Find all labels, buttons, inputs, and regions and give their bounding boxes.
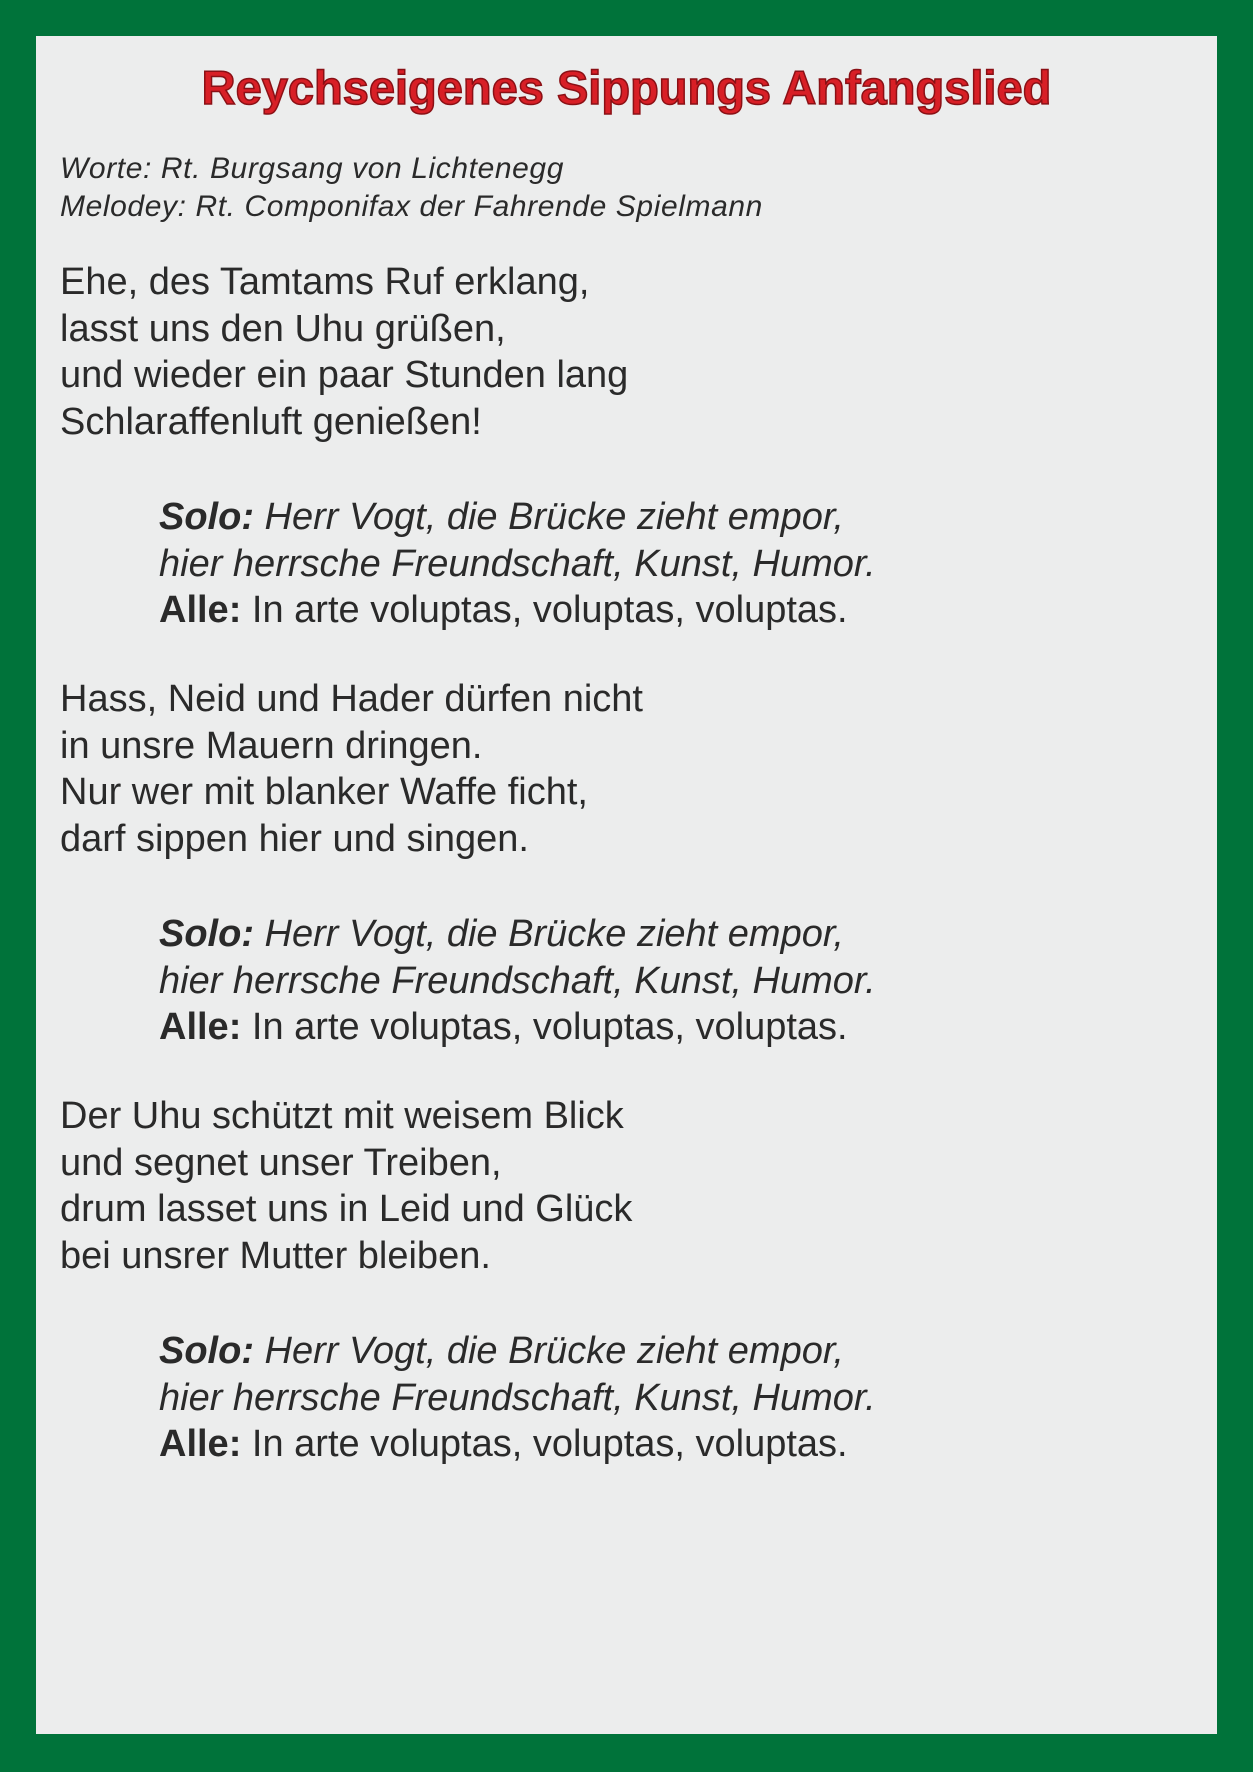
refrain-alle-line (159, 587, 876, 634)
stanza-1 (60, 259, 628, 445)
alle-label: Alle: (159, 1006, 242, 1048)
alle-label: Alle: (159, 1423, 242, 1465)
stanza-2 (60, 676, 643, 862)
stanza-line: Der Uhu schützt mit weisem Blick (60, 1095, 624, 1137)
stanza-line: in unsre Mauern dringen. (60, 724, 483, 767)
solo-label: Solo: (159, 913, 254, 955)
stanza-line: darf sippen hier und singen. (60, 817, 529, 860)
stanza-line: drum lasset uns in Leid und Glück (60, 1188, 633, 1230)
refrain-2 (159, 911, 876, 1051)
solo-label: Solo: (159, 496, 254, 538)
stanza-line: Hass, Neid und Hader dürfen nicht (60, 678, 643, 720)
alle-label: Alle: (159, 589, 242, 631)
alle-text: In arte voluptas, voluptas, voluptas. (241, 1006, 848, 1048)
refrain-solo-line (159, 494, 876, 541)
refrain-1 (159, 494, 876, 634)
stanza-line: lasst uns den Uhu grüßen, (60, 307, 506, 350)
alle-text: In arte voluptas, voluptas, voluptas. (241, 589, 848, 631)
refrain-alle-line (159, 1421, 876, 1468)
song-title: Reychseigenes Sippungs Anfangslied (201, 61, 1052, 114)
stanza-line: Schlaraffenluft genießen! (60, 400, 482, 443)
refrain-alle-line (159, 1004, 876, 1051)
credits-melody: Melodey: Rt. Componifax der Fahrende Spielmann (60, 190, 763, 223)
credits (60, 150, 763, 226)
refrain-solo-line-2: hier herrsche Freundschaft, Kunst, Humor. (159, 1376, 876, 1419)
credits-words: Worte: Rt. Burgsang von Lichtenegg (60, 152, 565, 185)
solo-label: Solo: (159, 1330, 254, 1372)
song-card (36, 36, 1217, 1734)
stanza-line: und wieder ein paar Stunden lang (60, 354, 629, 396)
refrain-solo-line (159, 911, 876, 958)
stanza-line: Nur wer mit blanker Waffe ficht, (60, 771, 588, 813)
solo-text: Herr Vogt, die Brücke zieht empor, (253, 913, 844, 955)
refrain-solo-line-2: hier herrsche Freundschaft, Kunst, Humor. (159, 959, 876, 1002)
stanza-line: und segnet unser Treiben, (60, 1141, 502, 1184)
stanza-line: Ehe, des Tamtams Ruf erklang, (60, 261, 590, 303)
stanza-3 (60, 1093, 632, 1279)
refrain-solo-line-2: hier herrsche Freundschaft, Kunst, Humor. (159, 542, 876, 585)
solo-text: Herr Vogt, die Brücke zieht empor, (253, 496, 844, 538)
solo-text: Herr Vogt, die Brücke zieht empor, (253, 1330, 844, 1372)
alle-text: In arte voluptas, voluptas, voluptas. (241, 1423, 848, 1465)
stanza-line: bei unsrer Mutter bleiben. (60, 1234, 491, 1277)
refrain-3 (159, 1328, 876, 1468)
refrain-solo-line (159, 1328, 876, 1375)
